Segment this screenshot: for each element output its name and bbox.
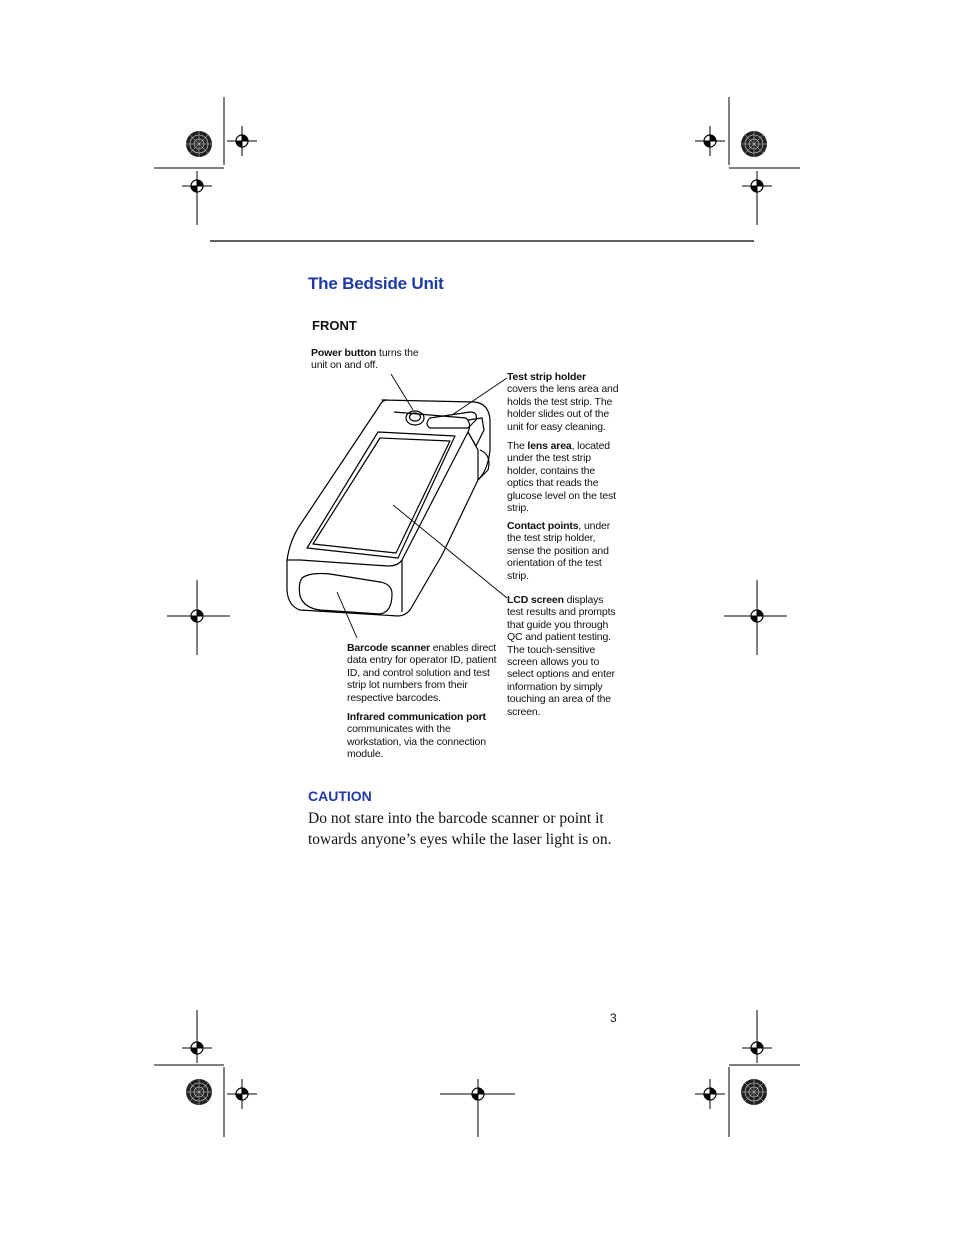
callout-name: LCD screen: [507, 594, 564, 606]
callout-text: communicates with the workstation, via the connection module.: [347, 723, 486, 761]
callout-text: , located under the test strip holder, contains the optics that reads the glucose level on the test strip.: [507, 440, 616, 515]
callout-text: enables direct data entry for operator ID, patient ID, and control solution and test strip lot numbers from their respective barcodes.: [347, 642, 497, 704]
bedside-unit-illustration: [287, 400, 490, 616]
callout-lcd-screen: [507, 594, 619, 718]
callout-lens-area: [507, 440, 619, 514]
callout-name: Infrared communication port: [347, 711, 486, 723]
caution-text: Do not stare into the barcode scanner or point it towards anyone’s eyes while the laser light is on.: [308, 810, 612, 848]
callout-text: , under the test strip holder, sense the position and orientation of the test strip.: [507, 520, 611, 582]
callout-infrared-port: [347, 711, 497, 761]
callout-barcode-scanner: [347, 642, 497, 704]
callout-contact-points: [507, 520, 619, 582]
callout-power-button: [311, 347, 421, 372]
page-number: 3: [610, 1011, 617, 1025]
caution-heading: CAUTION: [308, 788, 372, 804]
callout-prefix: The: [507, 440, 528, 452]
callout-name: Contact points: [507, 520, 579, 532]
view-label: FRONT: [312, 318, 357, 333]
page-title: The Bedside Unit: [308, 274, 444, 293]
callout-name: lens area: [527, 440, 572, 452]
callout-text: displays test results and prompts that guide you through QC and patient testing. The touch-sensitive screen allows you to select options and enter information by simply touching an area of the screen.: [507, 594, 616, 718]
callout-name: Barcode scanner: [347, 642, 430, 654]
callout-text: covers the lens area and holds the test strip. The holder slides out of the unit for easy cleaning.: [507, 383, 619, 433]
callout-name: Test strip holder: [507, 371, 586, 383]
callout-name: Power button: [311, 347, 377, 359]
callout-text: turns the unit on and off.: [311, 347, 419, 372]
callout-test-strip-holder: [507, 371, 619, 433]
